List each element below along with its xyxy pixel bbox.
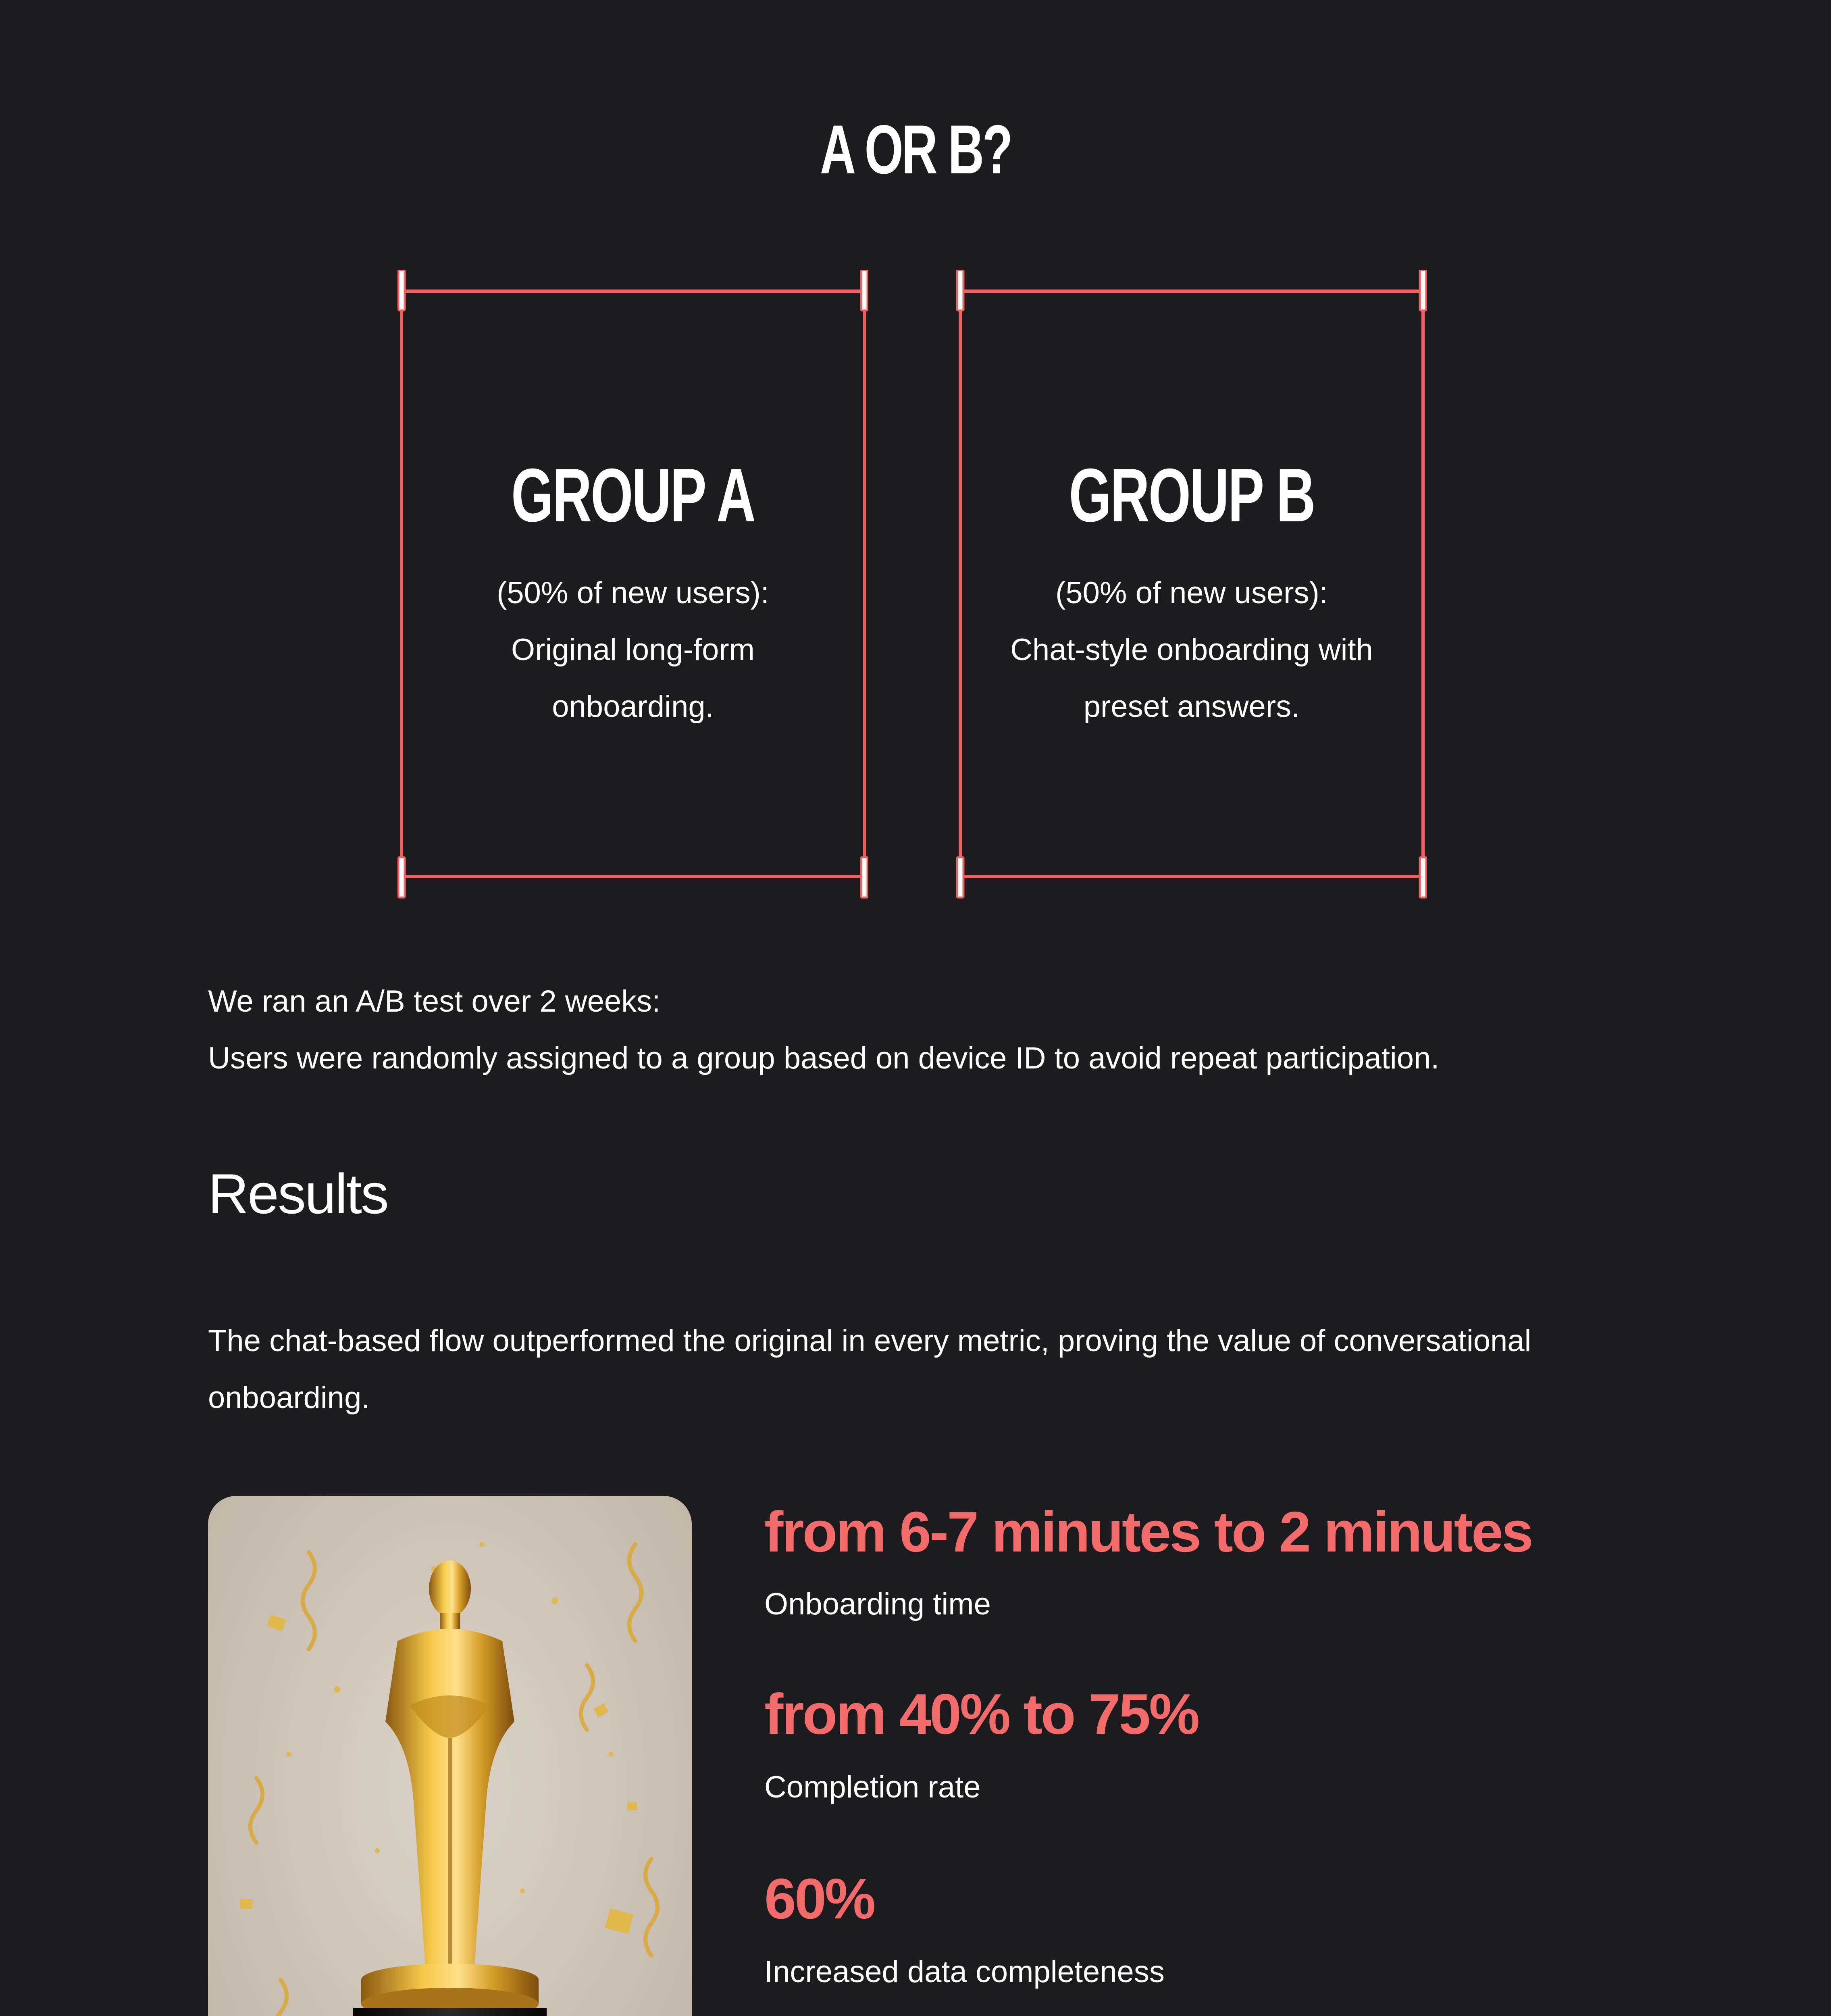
group-a-card	[397, 270, 868, 899]
page-title: A OR B?	[820, 111, 1011, 188]
method-line-1: We ran an A/B test over 2 weeks:	[208, 984, 661, 1018]
group-a-description: (50% of new users): Original long-form onboarding.	[497, 576, 769, 724]
method-line-2: Users were randomly assigned to a group based on device ID to avoid repeat participation.	[208, 1041, 1440, 1075]
stat-completion-rate-value: from 40% to 75%	[764, 1682, 1198, 1746]
group-b-card	[956, 270, 1427, 899]
stat-data-completeness-label: Increased data completeness	[764, 1955, 1165, 1989]
trophy-image	[208, 1496, 692, 2016]
group-b-title: GROUP B	[1069, 453, 1315, 537]
group-b-description: (50% of new users): Chat-style onboarding with preset answers.	[1010, 576, 1373, 724]
group-a-title: GROUP A	[511, 453, 755, 537]
trophy-illustration	[208, 1496, 692, 2016]
stat-onboarding-time-label: Onboarding time	[764, 1587, 991, 1621]
stat-data-completeness-value: 60%	[764, 1867, 874, 1931]
results-heading: Results	[208, 1162, 388, 1225]
stat-completion-rate-label: Completion rate	[764, 1770, 981, 1804]
results-summary: The chat-based flow outperformed the original in every metric, proving the value of conversational onboarding.	[208, 1324, 1531, 1415]
method-text	[208, 973, 1643, 1087]
stat-onboarding-time-value: from 6-7 minutes to 2 minutes	[764, 1500, 1532, 1564]
